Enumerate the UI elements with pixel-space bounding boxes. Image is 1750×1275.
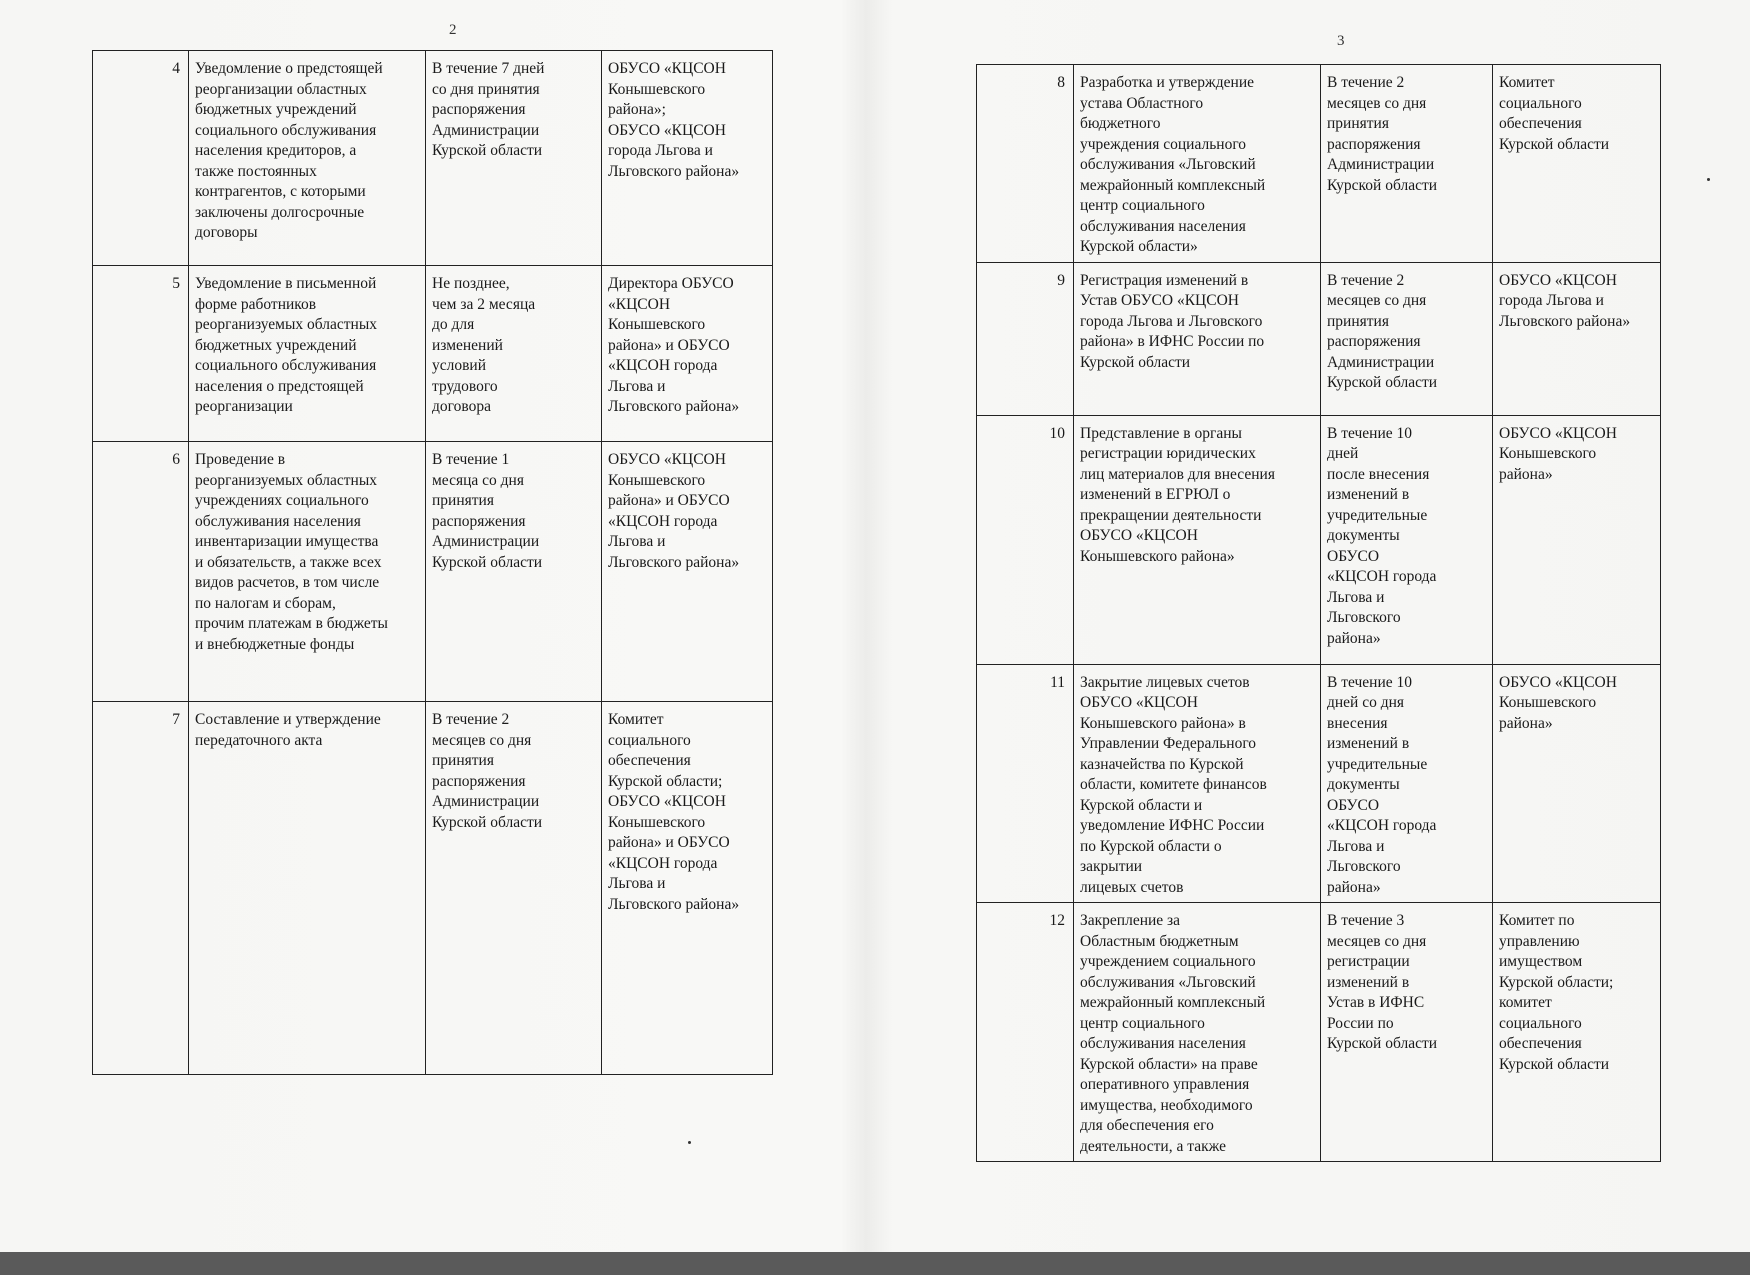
- action-cell: Разработка и утверждение устава Областного бюджетного учреждения социального обслуживания «Льговский межрайонный комплексный центр социального обслуживания населения Курской области»: [1074, 65, 1321, 263]
- term-cell: В течение 1 месяца со дня принятия распоряжения Администрации Курской области: [426, 442, 602, 702]
- scan-speck: [1707, 178, 1710, 181]
- row-number: 6: [93, 442, 189, 702]
- responsible-cell: ОБУСО «КЦСОН Конышевского района»: [1493, 415, 1661, 664]
- action-cell: Уведомление в письменной форме работников реорганизуемых областных бюджетных учреждений социального обслуживания населения о предстоящей реорганизации: [189, 266, 426, 442]
- term-cell: В течение 10 дней после внесения изменений в учредительные документы ОБУСО «КЦСОН города Льгова и Льговского района»: [1321, 415, 1493, 664]
- action-cell: Регистрация изменений в Устав ОБУСО «КЦСОН города Льгова и Льговского района» в ИФНС России по Курской области: [1074, 262, 1321, 415]
- row-number: 8: [977, 65, 1074, 263]
- row-number: 9: [977, 262, 1074, 415]
- table-row: [93, 266, 773, 442]
- responsible-cell: ОБУСО «КЦСОН Конышевского района»: [1493, 664, 1661, 903]
- term-cell: Не позднее, чем за 2 месяца до для изменений условий трудового договора: [426, 266, 602, 442]
- table-row: [977, 664, 1661, 903]
- row-number: 12: [977, 903, 1074, 1162]
- row-number: 11: [977, 664, 1074, 903]
- responsible-cell: Комитет социального обеспечения Курской области: [1493, 65, 1661, 263]
- responsible-cell: ОБУСО «КЦСОН города Льгова и Льговского района»: [1493, 262, 1661, 415]
- table-row: [977, 65, 1661, 263]
- scanner-edge: [0, 1252, 1750, 1275]
- right-page-number: 3: [1337, 33, 1345, 49]
- action-cell: Представление в органы регистрации юридических лиц материалов для внесения изменений в ЕГРЮЛ о прекращении деятельности ОБУСО «КЦСОН Конышевского района»: [1074, 415, 1321, 664]
- responsible-cell: Комитет по управлению имуществом Курской области; комитет социального обеспечения Курской области: [1493, 903, 1661, 1162]
- responsible-cell: ОБУСО «КЦСОН Конышевского района»; ОБУСО «КЦСОН города Льгова и Льговского района»: [602, 51, 773, 266]
- term-cell: В течение 10 дней со дня внесения изменений в учредительные документы ОБУСО «КЦСОН города Льгова и Льговского района»: [1321, 664, 1493, 903]
- left-page-number: 2: [449, 22, 457, 38]
- term-cell: В течение 3 месяцев со дня регистрации изменений в Устав в ИФНС России по Курской области: [1321, 903, 1493, 1162]
- term-cell: В течение 2 месяцев со дня принятия распоряжения Администрации Курской области: [1321, 262, 1493, 415]
- table-row: [93, 51, 773, 266]
- action-cell: Закрепление за Областным бюджетным учреждением социального обслуживания «Льговский межрайонный комплексный центр социального обслуживания населения Курской области» на праве оперативного управления имущества, необходимого для обеспечения его деятельности, а также: [1074, 903, 1321, 1162]
- action-cell: Составление и утверждение передаточного акта: [189, 702, 426, 1075]
- row-number: 10: [977, 415, 1074, 664]
- responsible-cell: Директора ОБУСО «КЦСОН Конышевского района» и ОБУСО «КЦСОН города Льгова и Льговского района»: [602, 266, 773, 442]
- table-row: [93, 702, 773, 1075]
- row-number: 4: [93, 51, 189, 266]
- table-row: [977, 262, 1661, 415]
- term-cell: В течение 2 месяцев со дня принятия распоряжения Администрации Курской области: [426, 702, 602, 1075]
- scan-speck: [688, 1141, 691, 1144]
- term-cell: В течение 2 месяцев со дня принятия распоряжения Администрации Курской области: [1321, 65, 1493, 263]
- responsible-cell: Комитет социального обеспечения Курской области; ОБУСО «КЦСОН Конышевского района» и ОБУСО «КЦСОН города Льгова и Льговского района»: [602, 702, 773, 1075]
- responsible-cell: ОБУСО «КЦСОН Конышевского района» и ОБУСО «КЦСОН города Льгова и Льговского района»: [602, 442, 773, 702]
- row-number: 5: [93, 266, 189, 442]
- table-row: [93, 442, 773, 702]
- left-plan-table: [92, 50, 773, 1075]
- term-cell: В течение 7 дней со дня принятия распоряжения Администрации Курской области: [426, 51, 602, 266]
- action-cell: Уведомление о предстоящей реорганизации областных бюджетных учреждений социального обслуживания населения кредиторов, а также постоянных контрагентов, с которыми заключены долгосрочные договоры: [189, 51, 426, 266]
- action-cell: Проведение в реорганизуемых областных учреждениях социального обслуживания населения инвентаризации имущества и обязательств, а также всех видов расчетов, в том числе по налогам и сборам, прочим платежам в бюджеты и внебюджетные фонды: [189, 442, 426, 702]
- row-number: 7: [93, 702, 189, 1075]
- table-row: [977, 415, 1661, 664]
- right-plan-table: [976, 64, 1661, 1162]
- action-cell: Закрытие лицевых счетов ОБУСО «КЦСОН Конышевского района» в Управлении Федерального казначейства по Курской области, комитете финансов Курской области и уведомление ИФНС России по Курской области о закрытии лицевых счетов: [1074, 664, 1321, 903]
- table-row: [977, 903, 1661, 1162]
